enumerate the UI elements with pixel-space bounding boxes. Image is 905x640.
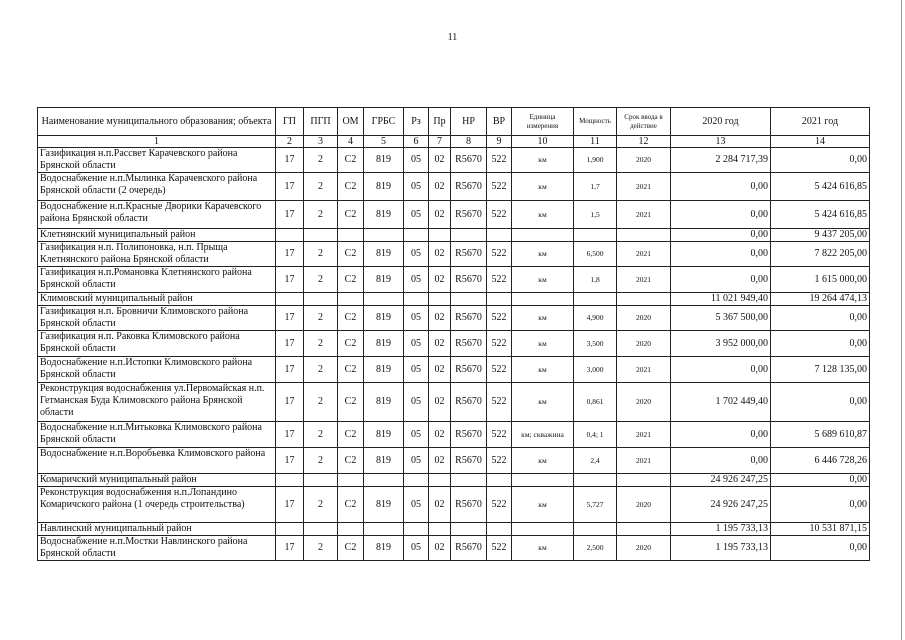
rz-cell: 05 — [404, 331, 429, 357]
unit-cell: км — [512, 267, 574, 293]
column-number-row — [38, 136, 870, 148]
object-name: Водоснабжение н.п.Воробьевка Климовского района — [38, 448, 276, 474]
unit-cell: км — [512, 331, 574, 357]
district-row — [38, 293, 870, 306]
om-cell: С2 — [338, 173, 364, 201]
col-number: 6 — [404, 136, 429, 148]
amount-2020-cell: 1 702 449,40 — [671, 383, 771, 422]
header-nr: НР — [451, 108, 487, 136]
nr-cell: R5670 — [451, 148, 487, 173]
om-cell: С2 — [338, 487, 364, 523]
vr-cell: 522 — [487, 148, 512, 173]
empty-cell — [338, 229, 364, 242]
object-name: Газификация н.п. Бровничи Климовского района Брянской области — [38, 306, 276, 331]
pr-cell: 02 — [429, 383, 451, 422]
table-row — [38, 357, 870, 383]
rz-cell: 05 — [404, 448, 429, 474]
object-name: Реконструкция водоснабжения н.п.Лопандино Комаричского района (1 очередь строительства) — [38, 487, 276, 523]
gp-cell: 17 — [276, 242, 304, 267]
capacity-cell: 6,500 — [574, 242, 617, 267]
grbs-cell: 819 — [364, 536, 404, 561]
pr-cell: 02 — [429, 448, 451, 474]
district-total-2020: 11 021 949,40 — [671, 293, 771, 306]
empty-cell — [304, 293, 338, 306]
pr-cell: 02 — [429, 331, 451, 357]
capacity-cell: 2,4 — [574, 448, 617, 474]
term-cell: 2021 — [617, 242, 671, 267]
unit-cell: км — [512, 357, 574, 383]
gp-cell: 17 — [276, 448, 304, 474]
table-row — [38, 242, 870, 267]
empty-cell — [364, 523, 404, 536]
empty-cell — [304, 229, 338, 242]
pr-cell: 02 — [429, 306, 451, 331]
rz-cell: 05 — [404, 201, 429, 229]
nr-cell: R5670 — [451, 383, 487, 422]
amount-2021-cell: 5 689 610,87 — [771, 422, 870, 448]
pgp-cell: 2 — [304, 267, 338, 293]
pr-cell: 02 — [429, 487, 451, 523]
district-total-2020: 24 926 247,25 — [671, 474, 771, 487]
object-name: Реконструкция водоснабжения ул.Первомайская н.п. Гетманская Буда Климовского района Брянской области — [38, 383, 276, 422]
table-row — [38, 331, 870, 357]
gp-cell: 17 — [276, 422, 304, 448]
rz-cell: 05 — [404, 487, 429, 523]
amount-2020-cell: 1 195 733,13 — [671, 536, 771, 561]
header-pgp: ПГП — [304, 108, 338, 136]
nr-cell: R5670 — [451, 201, 487, 229]
vr-cell: 522 — [487, 357, 512, 383]
empty-cell — [364, 474, 404, 487]
object-name: Газификация н.п.Романовка Клетнянского района Брянской области — [38, 267, 276, 293]
pgp-cell: 2 — [304, 148, 338, 173]
empty-cell — [487, 474, 512, 487]
pr-cell: 02 — [429, 201, 451, 229]
header-vr: ВР — [487, 108, 512, 136]
header-gp: ГП — [276, 108, 304, 136]
empty-cell — [487, 293, 512, 306]
nr-cell: R5670 — [451, 242, 487, 267]
gp-cell: 17 — [276, 331, 304, 357]
amount-2021-cell: 1 615 000,00 — [771, 267, 870, 293]
pr-cell: 02 — [429, 148, 451, 173]
district-name: Навлинский муниципальный район — [38, 523, 276, 536]
vr-cell: 522 — [487, 201, 512, 229]
empty-cell — [429, 229, 451, 242]
table-row — [38, 173, 870, 201]
pgp-cell: 2 — [304, 357, 338, 383]
empty-cell — [574, 523, 617, 536]
district-total-2020: 0,00 — [671, 229, 771, 242]
table-row — [38, 306, 870, 331]
pgp-cell: 2 — [304, 331, 338, 357]
empty-cell — [304, 523, 338, 536]
rz-cell: 05 — [404, 148, 429, 173]
empty-cell — [276, 474, 304, 487]
district-name: Климовский муниципальный район — [38, 293, 276, 306]
vr-cell: 522 — [487, 487, 512, 523]
term-cell: 2020 — [617, 148, 671, 173]
empty-cell — [512, 229, 574, 242]
gp-cell: 17 — [276, 173, 304, 201]
district-row — [38, 229, 870, 242]
vr-cell: 522 — [487, 536, 512, 561]
unit-cell: км — [512, 201, 574, 229]
district-row — [38, 474, 870, 487]
capacity-cell: 3,500 — [574, 331, 617, 357]
empty-cell — [451, 229, 487, 242]
page-edge-line — [901, 0, 902, 640]
empty-cell — [338, 523, 364, 536]
nr-cell: R5670 — [451, 306, 487, 331]
header-grbs: ГРБС — [364, 108, 404, 136]
nr-cell: R5670 — [451, 173, 487, 201]
grbs-cell: 819 — [364, 331, 404, 357]
amount-2021-cell: 0,00 — [771, 331, 870, 357]
pr-cell: 02 — [429, 422, 451, 448]
header-term: Срок ввода в действие — [617, 108, 671, 136]
vr-cell: 522 — [487, 267, 512, 293]
amount-2021-cell: 5 424 616,85 — [771, 201, 870, 229]
table-row — [38, 148, 870, 173]
empty-cell — [404, 229, 429, 242]
district-name: Клетнянский муниципальный район — [38, 229, 276, 242]
pr-cell: 02 — [429, 267, 451, 293]
unit-cell: км — [512, 383, 574, 422]
empty-cell — [487, 229, 512, 242]
unit-cell: км — [512, 242, 574, 267]
nr-cell: R5670 — [451, 448, 487, 474]
object-name: Газификация н.п.Рассвет Карачевского района Брянской области — [38, 148, 276, 173]
term-cell: 2021 — [617, 448, 671, 474]
gp-cell: 17 — [276, 487, 304, 523]
capacity-cell: 1,8 — [574, 267, 617, 293]
grbs-cell: 819 — [364, 242, 404, 267]
header-name: Наименование муниципального образования; объекта — [38, 108, 276, 136]
nr-cell: R5670 — [451, 536, 487, 561]
vr-cell: 522 — [487, 173, 512, 201]
empty-cell — [617, 229, 671, 242]
gp-cell: 17 — [276, 536, 304, 561]
term-cell: 2020 — [617, 487, 671, 523]
pgp-cell: 2 — [304, 201, 338, 229]
pgp-cell: 2 — [304, 487, 338, 523]
col-number: 13 — [671, 136, 771, 148]
table-row — [38, 422, 870, 448]
empty-cell — [304, 474, 338, 487]
object-name: Водоснабжение н.п.Истопки Климовского района Брянской области — [38, 357, 276, 383]
rz-cell: 05 — [404, 242, 429, 267]
object-name: Газификация н.п. Раковка Климовского района Брянской области — [38, 331, 276, 357]
term-cell: 2021 — [617, 357, 671, 383]
om-cell: С2 — [338, 536, 364, 561]
om-cell: С2 — [338, 357, 364, 383]
term-cell: 2021 — [617, 267, 671, 293]
capacity-cell: 1,7 — [574, 173, 617, 201]
amount-2021-cell: 0,00 — [771, 536, 870, 561]
rz-cell: 05 — [404, 306, 429, 331]
amount-2020-cell: 0,00 — [671, 357, 771, 383]
unit-cell: км — [512, 448, 574, 474]
col-number: 8 — [451, 136, 487, 148]
pgp-cell: 2 — [304, 536, 338, 561]
empty-cell — [574, 474, 617, 487]
budget-table — [37, 107, 870, 561]
vr-cell: 522 — [487, 306, 512, 331]
grbs-cell: 819 — [364, 267, 404, 293]
amount-2020-cell: 0,00 — [671, 242, 771, 267]
gp-cell: 17 — [276, 267, 304, 293]
object-name: Водоснабжение н.п.Мостки Навлинского района Брянской области — [38, 536, 276, 561]
amount-2021-cell: 0,00 — [771, 487, 870, 523]
pr-cell: 02 — [429, 242, 451, 267]
table-row — [38, 267, 870, 293]
amount-2020-cell: 0,00 — [671, 448, 771, 474]
col-number: 2 — [276, 136, 304, 148]
amount-2021-cell: 7 128 135,00 — [771, 357, 870, 383]
om-cell: С2 — [338, 306, 364, 331]
col-number: 3 — [304, 136, 338, 148]
nr-cell: R5670 — [451, 487, 487, 523]
om-cell: С2 — [338, 383, 364, 422]
empty-cell — [429, 474, 451, 487]
rz-cell: 05 — [404, 173, 429, 201]
unit-cell: км — [512, 306, 574, 331]
table-row — [38, 383, 870, 422]
unit-cell: км — [512, 148, 574, 173]
rz-cell: 05 — [404, 267, 429, 293]
rz-cell: 05 — [404, 383, 429, 422]
district-total-2021: 10 531 871,15 — [771, 523, 870, 536]
amount-2021-cell: 0,00 — [771, 306, 870, 331]
term-cell: 2020 — [617, 331, 671, 357]
col-number: 12 — [617, 136, 671, 148]
empty-cell — [451, 293, 487, 306]
pgp-cell: 2 — [304, 422, 338, 448]
table-body — [38, 148, 870, 561]
gp-cell: 17 — [276, 306, 304, 331]
empty-cell — [617, 523, 671, 536]
term-cell: 2021 — [617, 173, 671, 201]
empty-cell — [276, 293, 304, 306]
amount-2020-cell: 0,00 — [671, 173, 771, 201]
grbs-cell: 819 — [364, 173, 404, 201]
vr-cell: 522 — [487, 448, 512, 474]
object-name: Водоснабжение н.п.Красные Дворики Карачевского района Брянской области — [38, 201, 276, 229]
header-2021: 2021 год — [771, 108, 870, 136]
capacity-cell: 0,4; 1 — [574, 422, 617, 448]
empty-cell — [338, 474, 364, 487]
nr-cell: R5670 — [451, 331, 487, 357]
vr-cell: 522 — [487, 383, 512, 422]
table-row — [38, 487, 870, 523]
grbs-cell: 819 — [364, 487, 404, 523]
table-row — [38, 536, 870, 561]
district-total-2021: 0,00 — [771, 474, 870, 487]
header-2020: 2020 год — [671, 108, 771, 136]
rz-cell: 05 — [404, 536, 429, 561]
empty-cell — [574, 293, 617, 306]
om-cell: С2 — [338, 422, 364, 448]
amount-2021-cell: 7 822 205,00 — [771, 242, 870, 267]
nr-cell: R5670 — [451, 267, 487, 293]
capacity-cell: 4,900 — [574, 306, 617, 331]
col-number: 1 — [38, 136, 276, 148]
capacity-cell: 1,900 — [574, 148, 617, 173]
capacity-cell: 3,000 — [574, 357, 617, 383]
grbs-cell: 819 — [364, 306, 404, 331]
header-row — [38, 108, 870, 136]
pgp-cell: 2 — [304, 242, 338, 267]
gp-cell: 17 — [276, 383, 304, 422]
vr-cell: 522 — [487, 422, 512, 448]
pgp-cell: 2 — [304, 306, 338, 331]
amount-2020-cell: 0,00 — [671, 267, 771, 293]
om-cell: С2 — [338, 201, 364, 229]
nr-cell: R5670 — [451, 357, 487, 383]
empty-cell — [429, 293, 451, 306]
pgp-cell: 2 — [304, 383, 338, 422]
capacity-cell: 2,500 — [574, 536, 617, 561]
gp-cell: 17 — [276, 357, 304, 383]
empty-cell — [617, 474, 671, 487]
om-cell: С2 — [338, 331, 364, 357]
vr-cell: 522 — [487, 242, 512, 267]
empty-cell — [451, 523, 487, 536]
col-number: 11 — [574, 136, 617, 148]
header-capacity: Мощность — [574, 108, 617, 136]
object-name: Газификация н.п. Полипоновка, н.п. Прыща Клетнянского района Брянской области — [38, 242, 276, 267]
amount-2020-cell: 0,00 — [671, 201, 771, 229]
col-number: 4 — [338, 136, 364, 148]
page-number: 11 — [447, 32, 458, 43]
col-number: 5 — [364, 136, 404, 148]
term-cell: 2020 — [617, 383, 671, 422]
grbs-cell: 819 — [364, 357, 404, 383]
capacity-cell: 0,861 — [574, 383, 617, 422]
capacity-cell: 5,727 — [574, 487, 617, 523]
pgp-cell: 2 — [304, 173, 338, 201]
grbs-cell: 819 — [364, 422, 404, 448]
term-cell: 2020 — [617, 536, 671, 561]
term-cell: 2020 — [617, 306, 671, 331]
om-cell: С2 — [338, 267, 364, 293]
grbs-cell: 819 — [364, 383, 404, 422]
amount-2021-cell: 6 446 728,26 — [771, 448, 870, 474]
header-rz: Рз — [404, 108, 429, 136]
om-cell: С2 — [338, 242, 364, 267]
pr-cell: 02 — [429, 536, 451, 561]
district-total-2021: 19 264 474,13 — [771, 293, 870, 306]
amount-2020-cell: 3 952 000,00 — [671, 331, 771, 357]
amount-2020-cell: 0,00 — [671, 422, 771, 448]
col-number: 14 — [771, 136, 870, 148]
district-total-2020: 1 195 733,13 — [671, 523, 771, 536]
grbs-cell: 819 — [364, 148, 404, 173]
col-number: 7 — [429, 136, 451, 148]
term-cell: 2021 — [617, 201, 671, 229]
unit-cell: км — [512, 173, 574, 201]
header-pr: Пр — [429, 108, 451, 136]
empty-cell — [574, 229, 617, 242]
col-number: 10 — [512, 136, 574, 148]
om-cell: С2 — [338, 148, 364, 173]
grbs-cell: 819 — [364, 448, 404, 474]
empty-cell — [404, 523, 429, 536]
om-cell: С2 — [338, 448, 364, 474]
empty-cell — [338, 293, 364, 306]
rz-cell: 05 — [404, 422, 429, 448]
object-name: Водоснабжение н.п.Мылинка Карачевского района Брянской области (2 очередь) — [38, 173, 276, 201]
empty-cell — [487, 523, 512, 536]
district-total-2021: 9 437 205,00 — [771, 229, 870, 242]
empty-cell — [404, 293, 429, 306]
amount-2021-cell: 0,00 — [771, 148, 870, 173]
table-row — [38, 201, 870, 229]
pr-cell: 02 — [429, 173, 451, 201]
amount-2020-cell: 5 367 500,00 — [671, 306, 771, 331]
nr-cell: R5670 — [451, 422, 487, 448]
empty-cell — [429, 523, 451, 536]
empty-cell — [451, 474, 487, 487]
empty-cell — [364, 229, 404, 242]
empty-cell — [276, 229, 304, 242]
object-name: Водоснабжение н.п.Митьковка Климовского района Брянской области — [38, 422, 276, 448]
pgp-cell: 2 — [304, 448, 338, 474]
empty-cell — [512, 293, 574, 306]
empty-cell — [512, 523, 574, 536]
capacity-cell: 1,5 — [574, 201, 617, 229]
header-unit: Единица измерения — [512, 108, 574, 136]
vr-cell: 522 — [487, 331, 512, 357]
amount-2021-cell: 0,00 — [771, 383, 870, 422]
empty-cell — [276, 523, 304, 536]
header-om: ОМ — [338, 108, 364, 136]
amount-2020-cell: 24 926 247,25 — [671, 487, 771, 523]
gp-cell: 17 — [276, 201, 304, 229]
empty-cell — [512, 474, 574, 487]
unit-cell: км — [512, 536, 574, 561]
col-number: 9 — [487, 136, 512, 148]
empty-cell — [364, 293, 404, 306]
rz-cell: 05 — [404, 357, 429, 383]
district-name: Комаричский муниципальный район — [38, 474, 276, 487]
unit-cell: км; скважина — [512, 422, 574, 448]
gp-cell: 17 — [276, 148, 304, 173]
grbs-cell: 819 — [364, 201, 404, 229]
empty-cell — [617, 293, 671, 306]
empty-cell — [404, 474, 429, 487]
unit-cell: км — [512, 487, 574, 523]
district-row — [38, 523, 870, 536]
amount-2021-cell: 5 424 616,85 — [771, 173, 870, 201]
pr-cell: 02 — [429, 357, 451, 383]
term-cell: 2021 — [617, 422, 671, 448]
amount-2020-cell: 2 284 717,39 — [671, 148, 771, 173]
table-row — [38, 448, 870, 474]
